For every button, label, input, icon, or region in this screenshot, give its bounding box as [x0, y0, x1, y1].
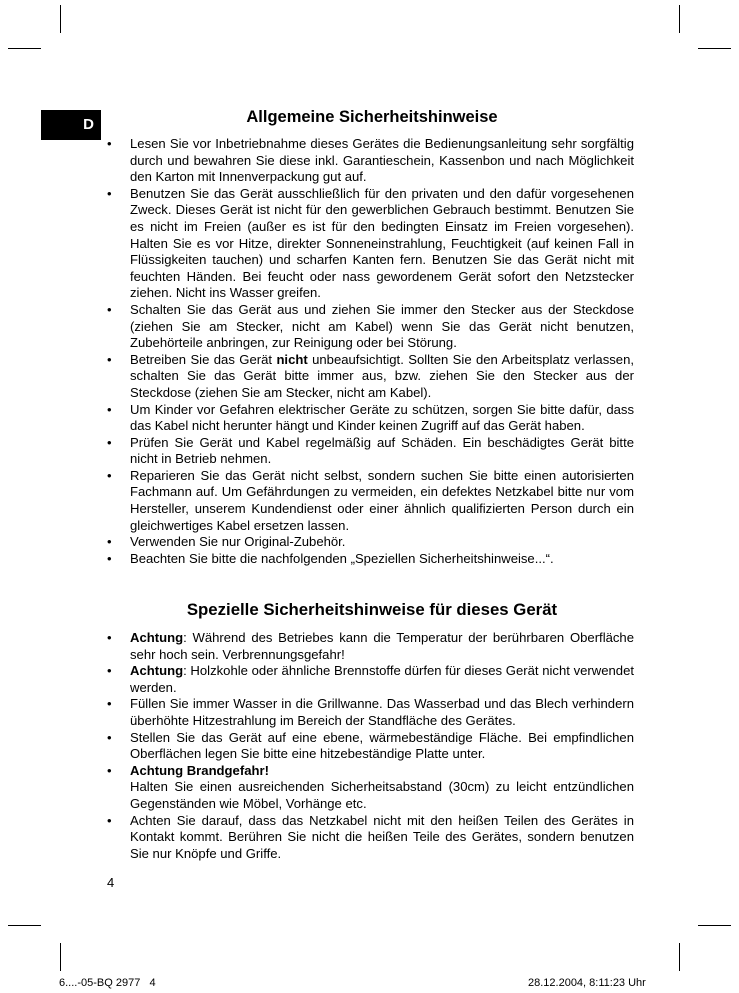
- item-text: unbeaufsichtigt. Sollten Sie den Arbeitsplatz verlassen, schalten Sie das Gerät bitte immer aus, bzw. ziehen Sie den Stecker aus der Steckdose (ziehen Sie am Stecker, nicht am Kabel).: [130, 351, 635, 400]
- list-item: • Reparieren Sie das Gerät nicht selbst, sondern suchen Sie bitte einen autorisierten Fachmann auf. Um Gefährdungen zu vermeiden, ein defektes Netzkabel bitte nur vom Hersteller, unserem Kundendienst oder einer ähnlich qualifizierten Person durch ein gleichwertiges Kabel ersetzen lassen.: [107, 468, 634, 534]
- list-item: [107, 663, 634, 696]
- page-number: 4: [107, 875, 115, 890]
- list-item: • Lesen Sie vor Inbetriebnahme dieses Gerätes die Bedienungsanleitung sehr sorgfältig durch und bewahren Sie diese inkl. Garantieschein, Kassenbon und nach Möglichkeit den Karton mit Innenverpackung gut auf.: [107, 136, 634, 186]
- section-title-general: Allgemeine Sicherheitshinweise: [246, 108, 498, 126]
- list-item: • Um Kinder vor Gefahren elektrischer Geräte zu schützen, sorgen Sie bitte dafür, dass das Kabel nicht herunter hängt und Kinder keinen Zugriff auf das Gerät haben.: [107, 402, 634, 435]
- crop-mark: [8, 925, 41, 926]
- crop-mark: [698, 48, 731, 49]
- emphasis: Achtung: [130, 630, 184, 645]
- list-item: • Beachten Sie bitte die nachfolgenden „Speziellen Sicherheitshinweise...“.: [107, 551, 634, 568]
- section-title-special: Spezielle Sicherheitshinweise für dieses Gerät: [186, 600, 558, 619]
- list-item: [107, 630, 634, 663]
- list-item: • Schalten Sie das Gerät aus und ziehen Sie immer den Stecker aus der Steckdose (ziehen Sie am Stecker, nicht am Kabel) wenn Sie das Gerät nicht benutzen, Zubehörteile anbringen, zur Reinigung oder bei Störung.: [107, 302, 634, 352]
- item-text: Halten Sie einen ausreichenden Sicherheitsabstand (30cm) zu leicht entzündlichen Gegenständen wie Möbel, Vorhänge etc.: [130, 779, 634, 811]
- item-text: : Während des Betriebes kann die Temperatur der berührbaren Oberfläche sehr hoch sein. Verbrennungsgefahr!: [130, 630, 634, 662]
- crop-mark: [679, 943, 680, 971]
- crop-mark: [8, 48, 41, 49]
- list-item: • Benutzen Sie das Gerät ausschließlich für den privaten und den dafür vorgesehenen Zweck. Dieses Gerät ist nicht für den gewerblichen Gebrauch bestimmt. Benutzen Sie es nicht im Freien (außer es ist für den bedingten Einsatz im Freien vorgesehen). Halten Sie es vor Hitze, direkter Sonneneinstrahlung, Feuchtigkeit (auf keinen Fall in Flüssigkeiten tauchen) und scharfen Kanten fern. Benutzen Sie das Gerät nicht mit feuchten Händen. Bei feucht oder nass gewordenem Gerät sofort den Netzstecker ziehen. Nicht ins Wasser greifen.: [107, 186, 634, 302]
- list-item: • Stellen Sie das Gerät auf eine ebene, wärmebeständige Fläche. Bei empfindlichen Oberflächen legen Sie bitte eine hitzebeständige Platte unter.: [107, 730, 634, 763]
- special-safety-list: [107, 630, 634, 862]
- list-item: • Prüfen Sie Gerät und Kabel regelmäßig auf Schäden. Ein beschädigtes Gerät bitte nicht in Betrieb nehmen.: [107, 435, 634, 468]
- emphasis: Achtung Brandgefahr!: [130, 762, 269, 778]
- emphasis: nicht: [276, 351, 308, 367]
- list-item: [107, 763, 634, 813]
- item-text: : Holzkohle oder ähnliche Brennstoffe dürfen für dieses Gerät nicht verwendet werden.: [130, 663, 634, 695]
- general-safety-list: [107, 136, 634, 567]
- crop-mark: [60, 943, 61, 971]
- crop-mark: [60, 5, 61, 33]
- item-text: Betreiben Sie das Gerät: [130, 351, 277, 367]
- footer-timestamp: 28.12.2004, 8:11:23 Uhr: [528, 977, 646, 989]
- list-item: [107, 352, 634, 402]
- list-item: • Verwenden Sie nur Original-Zubehör.: [107, 534, 634, 551]
- footer-file-info: 6....-05-BQ 2977 4: [59, 977, 156, 989]
- list-item: • Achten Sie darauf, dass das Netzkabel nicht mit den heißen Teilen des Gerätes in Kontakt kommt. Berühren Sie nicht die heißen Teile des Gerätes, sondern benutzen Sie nur Knöpfe und Griffe.: [107, 813, 634, 863]
- emphasis: Achtung: [130, 663, 184, 679]
- crop-mark: [679, 5, 680, 33]
- crop-mark: [698, 925, 731, 926]
- list-item: • Füllen Sie immer Wasser in die Grillwanne. Das Wasserbad und das Blech verhindern überhöhte Hitzestrahlung im Bereich der Standfläche des Gerätes.: [107, 696, 634, 729]
- language-tab: D: [41, 110, 101, 140]
